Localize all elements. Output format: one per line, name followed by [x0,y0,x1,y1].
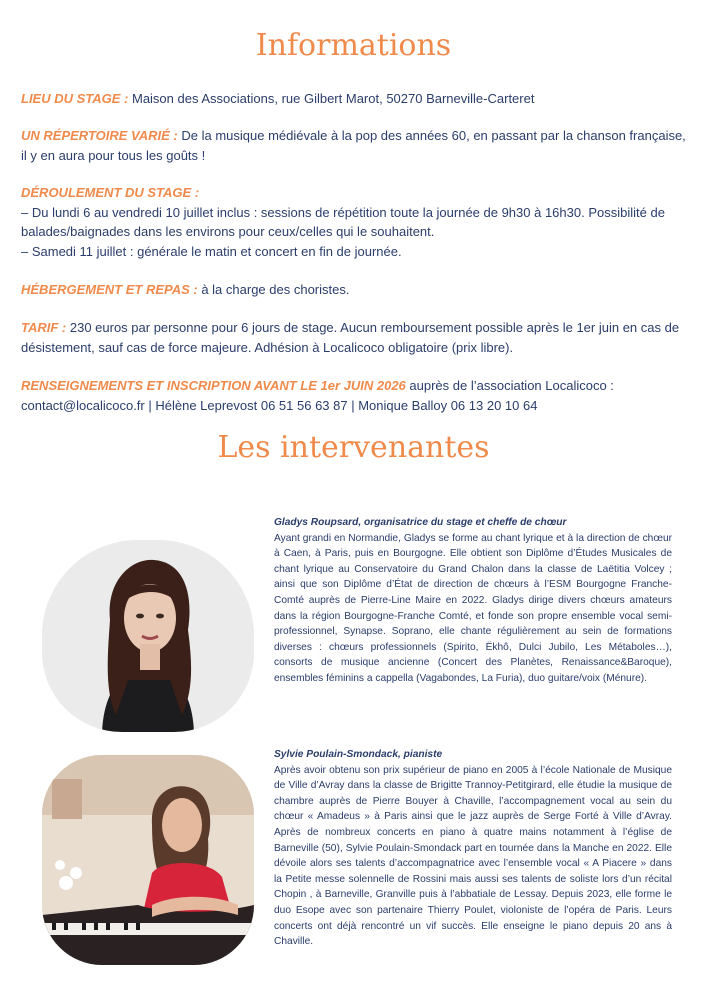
tarif-label: TARIF : [21,320,67,335]
deroulement-label: DÉROULEMENT DU STAGE : [21,185,200,200]
repertoire-text: De la musique médiévale à la pop des années 60, en passant par la chanson française, il y en aura pour tous les goûts ! [21,128,686,163]
gladys-photo [42,540,254,732]
hebergement-paragraph [21,280,687,300]
renseignements-label: RENSEIGNEMENTS ET INSCRIPTION AVANT LE 1er JUIN 2026 [21,378,406,393]
intervenantes-heading: Les intervenantes [217,430,490,465]
lieu-paragraph [21,89,687,109]
gladys-name: Gladys Roupsard, organisatrice du stage et cheffe de chœur [274,517,567,528]
repertoire-paragraph [21,126,687,165]
tarif-paragraph [21,318,687,357]
deroulement-line-2: – Samedi 11 juillet : générale le matin et concert en fin de journée. [21,243,402,259]
hebergement-label: HÉBERGEMENT ET REPAS : [21,282,198,297]
tarif-text: 230 euros par personne pour 6 jours de stage. Aucun remboursement possible après le 1er juin en cas de désistement, sauf cas de force majeure. Adhésion à Localicoco obligatoire (prix libre). [21,320,680,355]
sylvie-bio [274,747,672,950]
repertoire-label: UN RÉPERTOIRE VARIÉ : [21,128,178,143]
lieu-label: LIEU DU STAGE : [21,91,129,106]
gladys-bio [274,515,672,687]
deroulement-paragraph [21,183,687,261]
sylvie-name: Sylvie Poulain-Smondack, pianiste [274,749,443,760]
gladys-bio-text: Ayant grandi en Normandie, Gladys se forme au chant lyrique et à la direction de chœur à Caen, à Paris, puis en Bourgogne. Elle obtient son Diplôme d’Études Musicales de chant lyrique au Conservatoire du Grand Chalon dans la classe de Laëtitia Volcey ; ainsi que son Diplôme d’État de direction de chœurs à l’ESM Bourgogne Franche-Comté auprès de Pierre-Line Maire en 2022. Gladys dirige divers chœurs amateurs dans la région Bourgogne-Franche Comté, et fonde son propre ensemble vocal semi-professionnel, Synapse. Soprano, elle chante régulièrement au sein de formations diverses : chœurs professionnels (Spirito, Ëkhô, Dulci Jubilo, Les Métaboles…), consorts de musique ancienne (Concert des Planètes, Renaissance&Baroque), ensembles féminins a cappella (Vagabondes, La Furia), duo guitare/voix (Ménure). [274,532,672,684]
hebergement-text: à la charge des choristes. [197,282,350,297]
sylvie-photo [42,755,254,965]
renseignements-paragraph [21,376,687,415]
lieu-text: Maison des Associations, rue Gilbert Marot, 50270 Barneville-Carteret [128,91,535,106]
sylvie-bio-text: Après avoir obtenu son prix supérieur de piano en 2005 à l’école Nationale de Musique de Ville d’Avray dans la classe de Brigitte Trannoy-Petitgirard, elle étudie la musique de chambre auprès de Pierre Bouyer à Chaville, l’accompagnement vocal au sein du chœur « Amadeus » à Paris ainsi que le jazz auprès de Serge Forté à Ville d’Avray. Après de nombreux concerts en piano à quatre mains notamment à l’église de Barneville (50), Sylvie Poulain-Smondack part en tournée dans la Manche en 2022. Elle dévoile alors ses talents d’accompagnatrice avec l’ensemble vocal « A Piacere » dans la Petite messe solennelle de Rossini mais aussi ses talents de soliste lors d’un récital Chopin , à Barneville, Granville puis à l’abbatiale de Lessay. Depuis 2023, elle forme le duo Esope avec son partenaire Thierry Poulet, violoniste de l’opéra de Paris. Leurs concerts ont déjà rencontré un vif succès. Elle enseigne le piano depuis 20 ans à Chaville. [274,764,672,948]
deroulement-line-1: – Du lundi 6 au vendredi 10 juillet inclus : sessions de répétition toute la journée de 9h30 à 16h30. Possibilité de balades/baignades dans les environs pour ceux/celles qui le souhaitent. [21,204,665,239]
renseignements-text: auprès de l’association Localicoco : contact@localicoco.fr | Hélène Leprevost 06 51 56 63 87 | Monique Balloy 06 13 20 10 64 [21,378,614,413]
informations-heading: Informations [255,28,452,63]
